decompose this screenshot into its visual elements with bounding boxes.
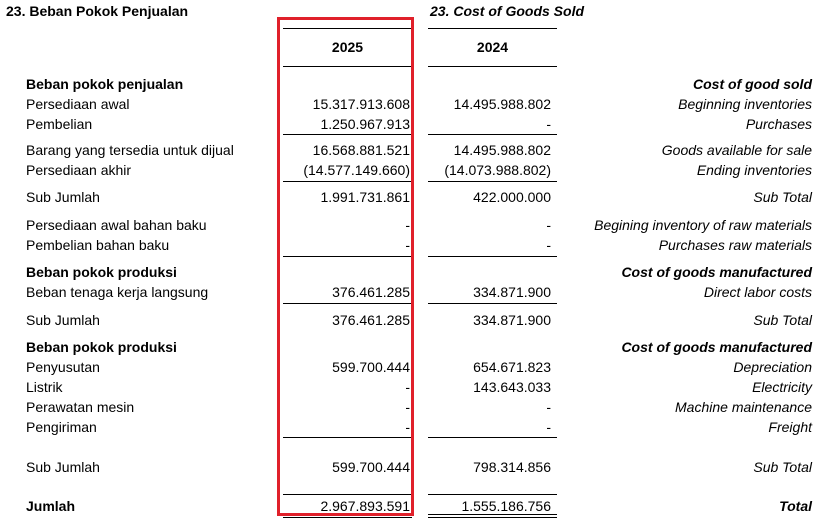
row-label-id: Sub Jumlah: [26, 312, 100, 328]
value-2024: (14.073.988.802): [444, 162, 551, 178]
value-2025: -: [405, 217, 410, 233]
value-2024: 1.555.186.756: [461, 498, 551, 514]
double-rule-2-2024: [428, 517, 557, 518]
row-label-id: Jumlah: [26, 498, 76, 514]
row-label-id: Beban tenaga kerja langsung: [26, 284, 209, 300]
value-2025: 15.317.913.608: [312, 96, 410, 112]
row-label-id: Persediaan awal bahan baku: [26, 217, 207, 233]
row-label-id: Pembelian bahan baku: [26, 237, 170, 253]
value-2024: -: [546, 399, 551, 415]
value-2024: 798.314.856: [473, 459, 551, 475]
rule-after-labor-2024: [428, 303, 557, 304]
section-title-en: 23. Cost of Goods Sold: [430, 3, 585, 19]
row-label-id: Barang yang tersedia untuk dijual: [26, 142, 234, 158]
row-label-id: Sub Jumlah: [26, 189, 100, 205]
highlight-box-2025: [277, 17, 414, 516]
row-label-id: Beban pokok penjualan: [26, 76, 184, 92]
value-2025: 599.700.444: [332, 359, 410, 375]
row-label-id: Listrik: [26, 379, 63, 395]
row-label-id: Sub Jumlah: [26, 459, 100, 475]
row-label-id: Penyusutan: [26, 359, 100, 375]
value-2024: -: [546, 217, 551, 233]
row-label-en: Depreciation: [733, 359, 812, 375]
value-2025: (14.577.149.660): [303, 162, 410, 178]
value-2024: 143.643.033: [473, 379, 551, 395]
section-title-id: 23. Beban Pokok Penjualan: [6, 3, 189, 19]
row-label-en: Total: [779, 498, 812, 514]
value-2024: 14.495.988.802: [453, 142, 551, 158]
row-label-id: Persediaan awal: [26, 96, 130, 112]
row-label-en: Electricity: [752, 379, 812, 395]
row-label-id: Beban pokok produksi: [26, 339, 177, 355]
row-label-en: Purchases raw materials: [658, 237, 812, 253]
row-label-en: Purchases: [745, 116, 812, 132]
row-label-id: Pembelian: [26, 116, 93, 132]
value-2024: -: [546, 116, 551, 132]
value-2024: 334.871.900: [473, 284, 551, 300]
row-label-en: Freight: [768, 419, 812, 435]
row-label-id: Beban pokok produksi: [26, 264, 177, 280]
value-2025: 376.461.285: [332, 312, 410, 328]
value-2025: 1.991.731.861: [320, 189, 410, 205]
value-2025: -: [405, 237, 410, 253]
column-header-2025: 2025: [331, 39, 364, 55]
header-top-rule-2024: [428, 28, 557, 29]
row-label-en: Ending inventories: [696, 162, 812, 178]
rule-before-total-2024: [428, 494, 557, 495]
value-2024: 14.495.988.802: [453, 96, 551, 112]
double-rule-1-2024: [428, 514, 557, 515]
value-2024: -: [546, 237, 551, 253]
value-2025: -: [405, 399, 410, 415]
rule-after-ending-2024: [428, 181, 557, 182]
value-2024: 654.671.823: [473, 359, 551, 375]
rule-after-purchases-2024: [428, 134, 557, 135]
value-2025: 2.967.893.591: [320, 498, 410, 514]
value-2024: -: [546, 419, 551, 435]
row-label-en: Begining inventory of raw materials: [594, 217, 812, 233]
row-label-en: Sub Total: [753, 189, 812, 205]
value-2025: -: [405, 419, 410, 435]
row-label-en: Cost of goods manufactured: [621, 339, 812, 355]
rule-after-raw-2024: [428, 256, 557, 257]
value-2024: 422.000.000: [473, 189, 551, 205]
row-label-id: Pengiriman: [26, 419, 97, 435]
row-label-id: Persediaan akhir: [26, 162, 132, 178]
value-2025: 599.700.444: [332, 459, 410, 475]
value-2025: 1.250.967.913: [320, 116, 410, 132]
row-label-en: Cost of goods manufactured: [621, 264, 812, 280]
row-label-en: Direct labor costs: [703, 284, 812, 300]
header-bottom-rule-2024: [428, 66, 557, 67]
value-2025: 376.461.285: [332, 284, 410, 300]
column-header-2024: 2024: [476, 39, 509, 55]
value-2024: 334.871.900: [473, 312, 551, 328]
rule-after-freight-2024: [428, 437, 557, 438]
row-label-en: Machine maintenance: [675, 399, 812, 415]
value-2025: -: [405, 379, 410, 395]
row-label-en: Sub Total: [753, 459, 812, 475]
row-label-en: Sub Total: [753, 312, 812, 328]
row-label-en: Cost of good sold: [693, 76, 812, 92]
value-2025: 16.568.881.521: [312, 142, 410, 158]
double-rule-2-2025: [283, 517, 412, 518]
row-label-en: Beginning inventories: [678, 96, 812, 112]
row-label-id: Perawatan mesin: [26, 399, 135, 415]
row-label-en: Goods available for sale: [661, 142, 812, 158]
